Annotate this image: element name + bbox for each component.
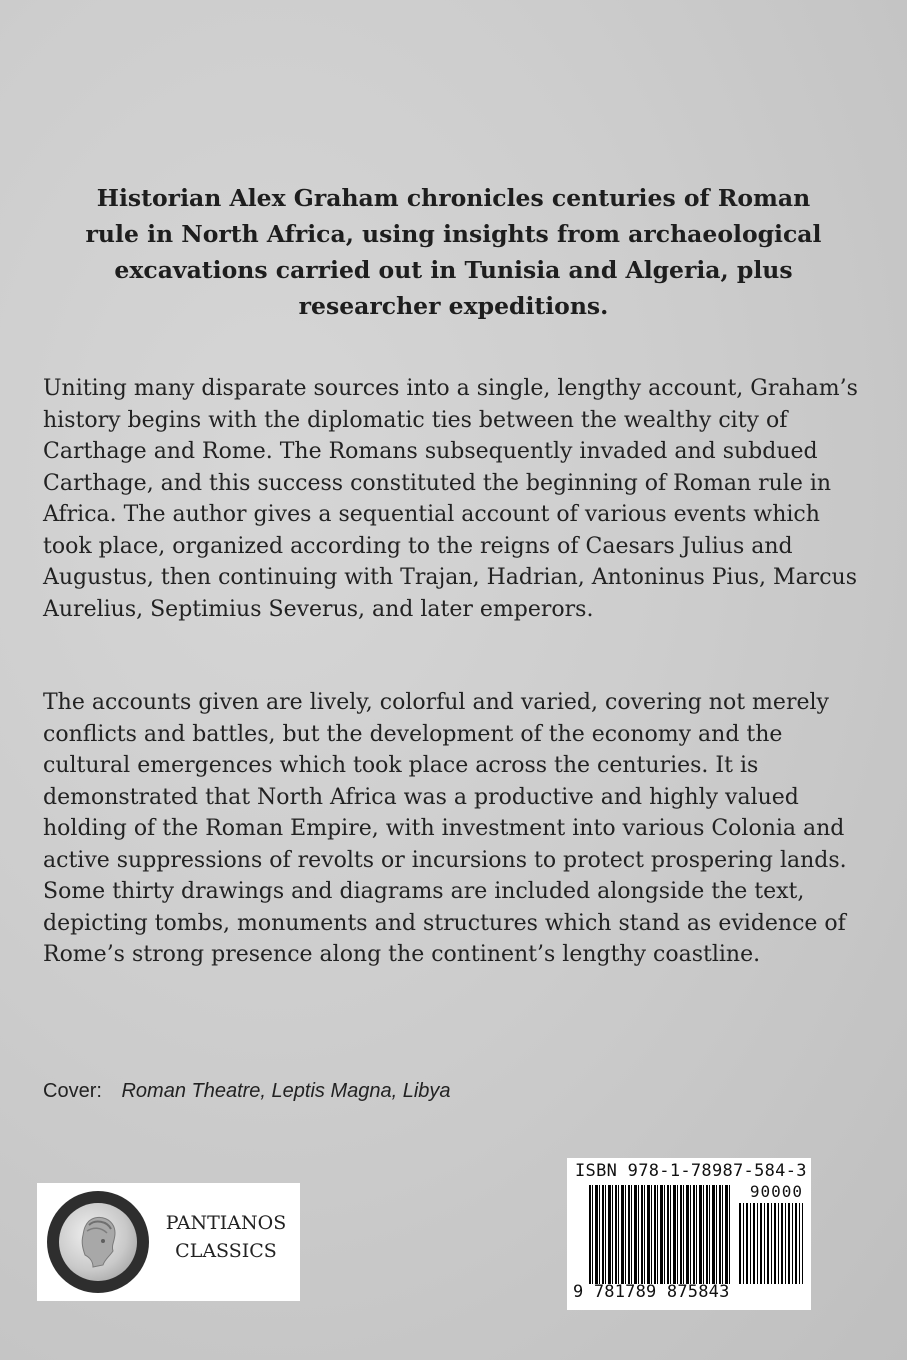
publisher-name-line-1: PANTIANOS <box>165 1212 287 1234</box>
isbn-barcode <box>567 1158 811 1310</box>
back-cover-blurb: Historian Alex Graham chronicles centuries of Roman rule in North Africa, using insights from archaeological excavations carried out in Tunisia and Algeria, plus researcher expeditions. <box>85 184 822 320</box>
publisher-name-line-2: CLASSICS <box>175 1240 277 1262</box>
ean-digits: 9 781789 875843 <box>573 1282 730 1302</box>
description-paragraph-1: Uniting many disparate sources into a single, lengthy account, Graham’s history begins with the diplomatic ties between the wealthy city of Carthage and Rome. The Romans subsequently invaded and subdued Carthage, and this success constituted the beginning of Roman rule in Africa. The author gives a sequential account of various events which took place, organized according to the reigns of Caesars Julius and Augustus, then continuing with Trajan, Hadrian, Antoninus Pius, Marcus Aurelius, Septimius Severus, and later emperors. <box>43 376 858 622</box>
publisher-logo <box>37 1183 300 1301</box>
cover-credit-label: Cover: <box>43 1080 102 1102</box>
barcode-bars-main <box>589 1185 731 1284</box>
publisher-name <box>159 1209 293 1265</box>
cover-credit <box>43 1080 451 1103</box>
barcode-bars-addon <box>739 1203 803 1284</box>
description-paragraph-2: The accounts given are lively, colorful and varied, covering not merely conflicts and battles, but the development of the economy and the cultural emergences which took place across the centuries. It is demonstrated that North Africa was a productive and highly valued holding of the Roman Empire, with investment into various Colonia and active suppressions of revolts or incursions to protect prospering lands. Some thirty drawings and diagrams are included alongside the text, depicting tombs, monuments and structures which stand as evidence of Rome’s strong presence along the continent’s lengthy coastline. <box>43 690 847 967</box>
isbn-text: ISBN 978-1-78987-584-3 <box>575 1161 807 1181</box>
coin-emblem-icon <box>47 1191 149 1293</box>
cover-credit-caption: Roman Theatre, Leptis Magna, Libya <box>121 1080 451 1102</box>
price-code: 90000 <box>749 1182 803 1201</box>
